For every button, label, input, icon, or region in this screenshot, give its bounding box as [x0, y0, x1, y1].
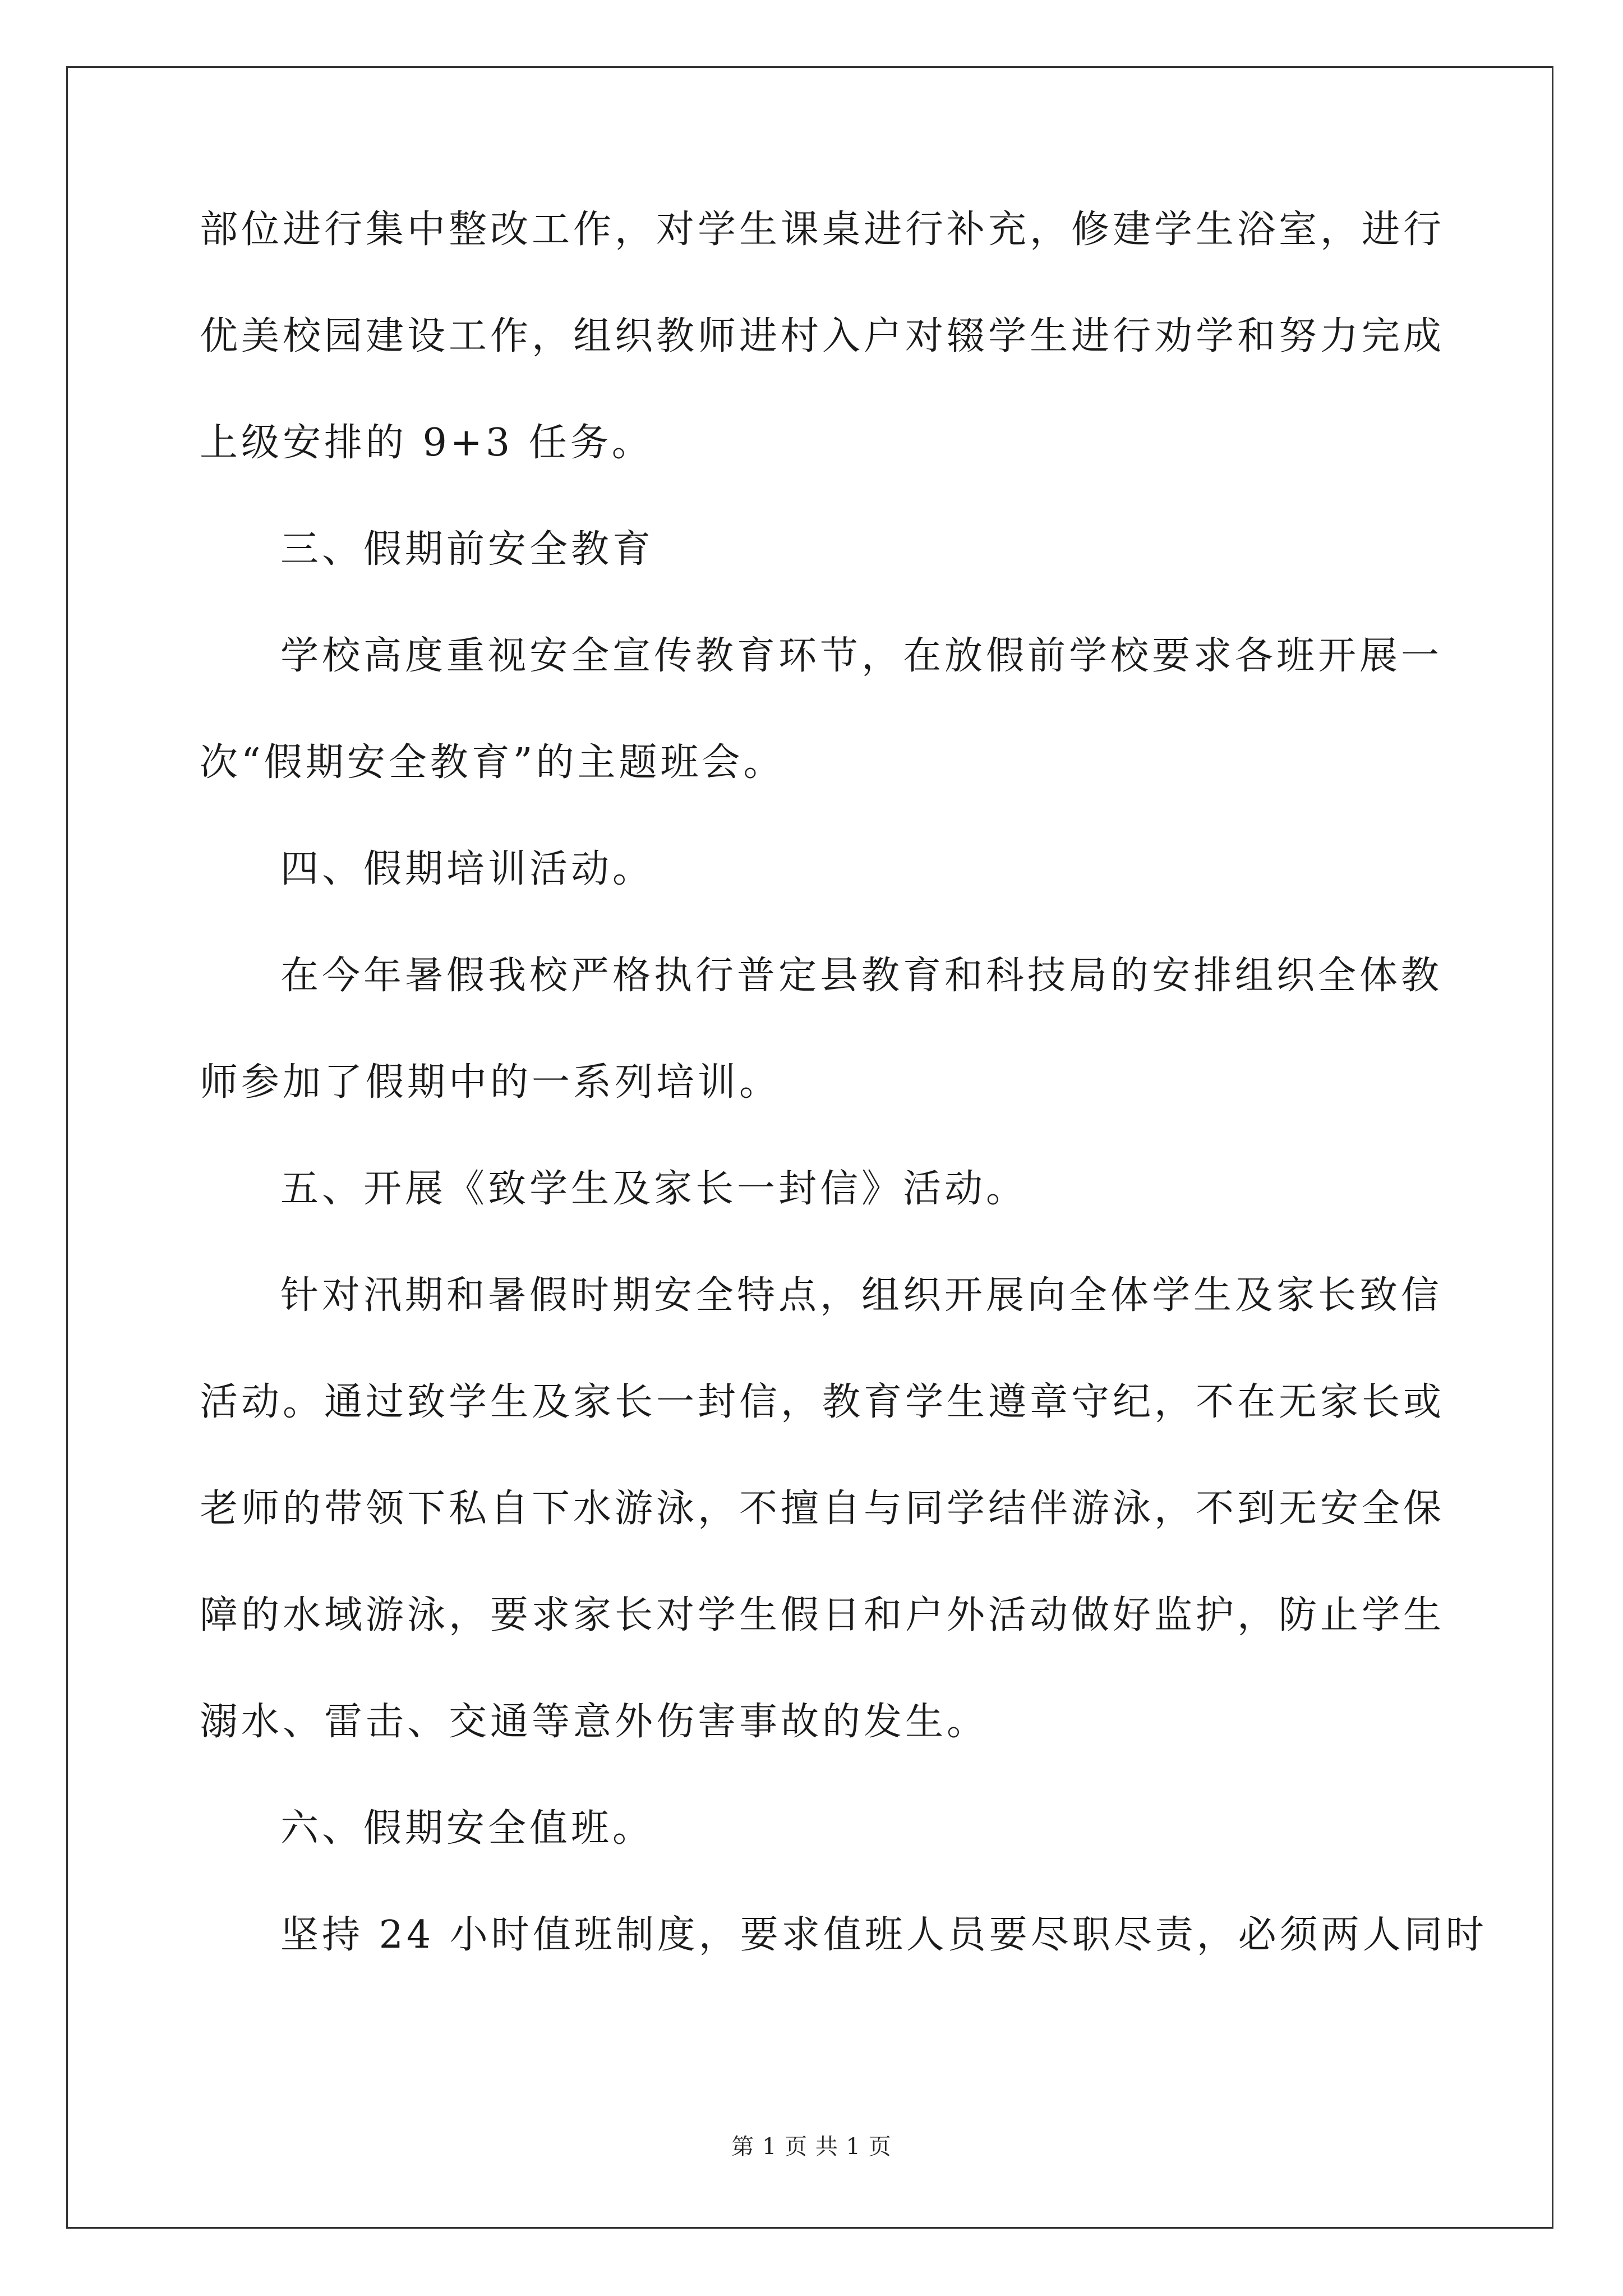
text-line: 师参加了假期中的一系列培训。 [200, 1060, 781, 1105]
text-line: 上级安排的 9+3 任务。 [200, 421, 653, 465]
section-heading: 三、假期前安全教育 [280, 527, 654, 572]
text-line: 次“假期安全教育”的主题班会。 [200, 740, 785, 785]
text-line: 老师的带领下私自下水游泳，不擅自与同学结伴游泳，不到无安全保 [200, 1487, 1445, 1531]
section-heading: 五、开展《致学生及家长一封信》活动。 [280, 1167, 1028, 1211]
text-line: 优美校园建设工作，组织教师进村入户对辍学生进行劝学和努力完成 [200, 314, 1445, 358]
text-line: 障的水域游泳，要求家长对学生假日和户外活动做好监护，防止学生 [200, 1593, 1445, 1637]
text-line: 学校高度重视安全宣传教育环节，在放假前学校要求各班开展一 [280, 634, 1443, 678]
text-line: 活动。通过致学生及家长一封信，教育学生遵章守纪，不在无家长或 [200, 1380, 1445, 1424]
page-number: 第 1 页 共 1 页 [731, 2134, 892, 2160]
text-line: 溺水、雷击、交通等意外伤害事故的发生。 [200, 1700, 989, 1744]
text-line: 在今年暑假我校严格执行普定县教育和科技局的安排组织全体教 [280, 954, 1443, 998]
section-heading: 四、假期培训活动。 [280, 847, 654, 891]
text-line: 坚持 24 小时值班制度，要求值班人员要尽职尽责，必须两人同时 [280, 1913, 1487, 1957]
page-border [66, 66, 1553, 2229]
text-line: 部位进行集中整改工作，对学生课桌进行补充，修建学生浴室，进行 [200, 208, 1445, 252]
text-line: 针对汛期和暑假时期安全特点，组织开展向全体学生及家长致信 [280, 1273, 1443, 1318]
section-heading: 六、假期安全值班。 [280, 1806, 654, 1851]
